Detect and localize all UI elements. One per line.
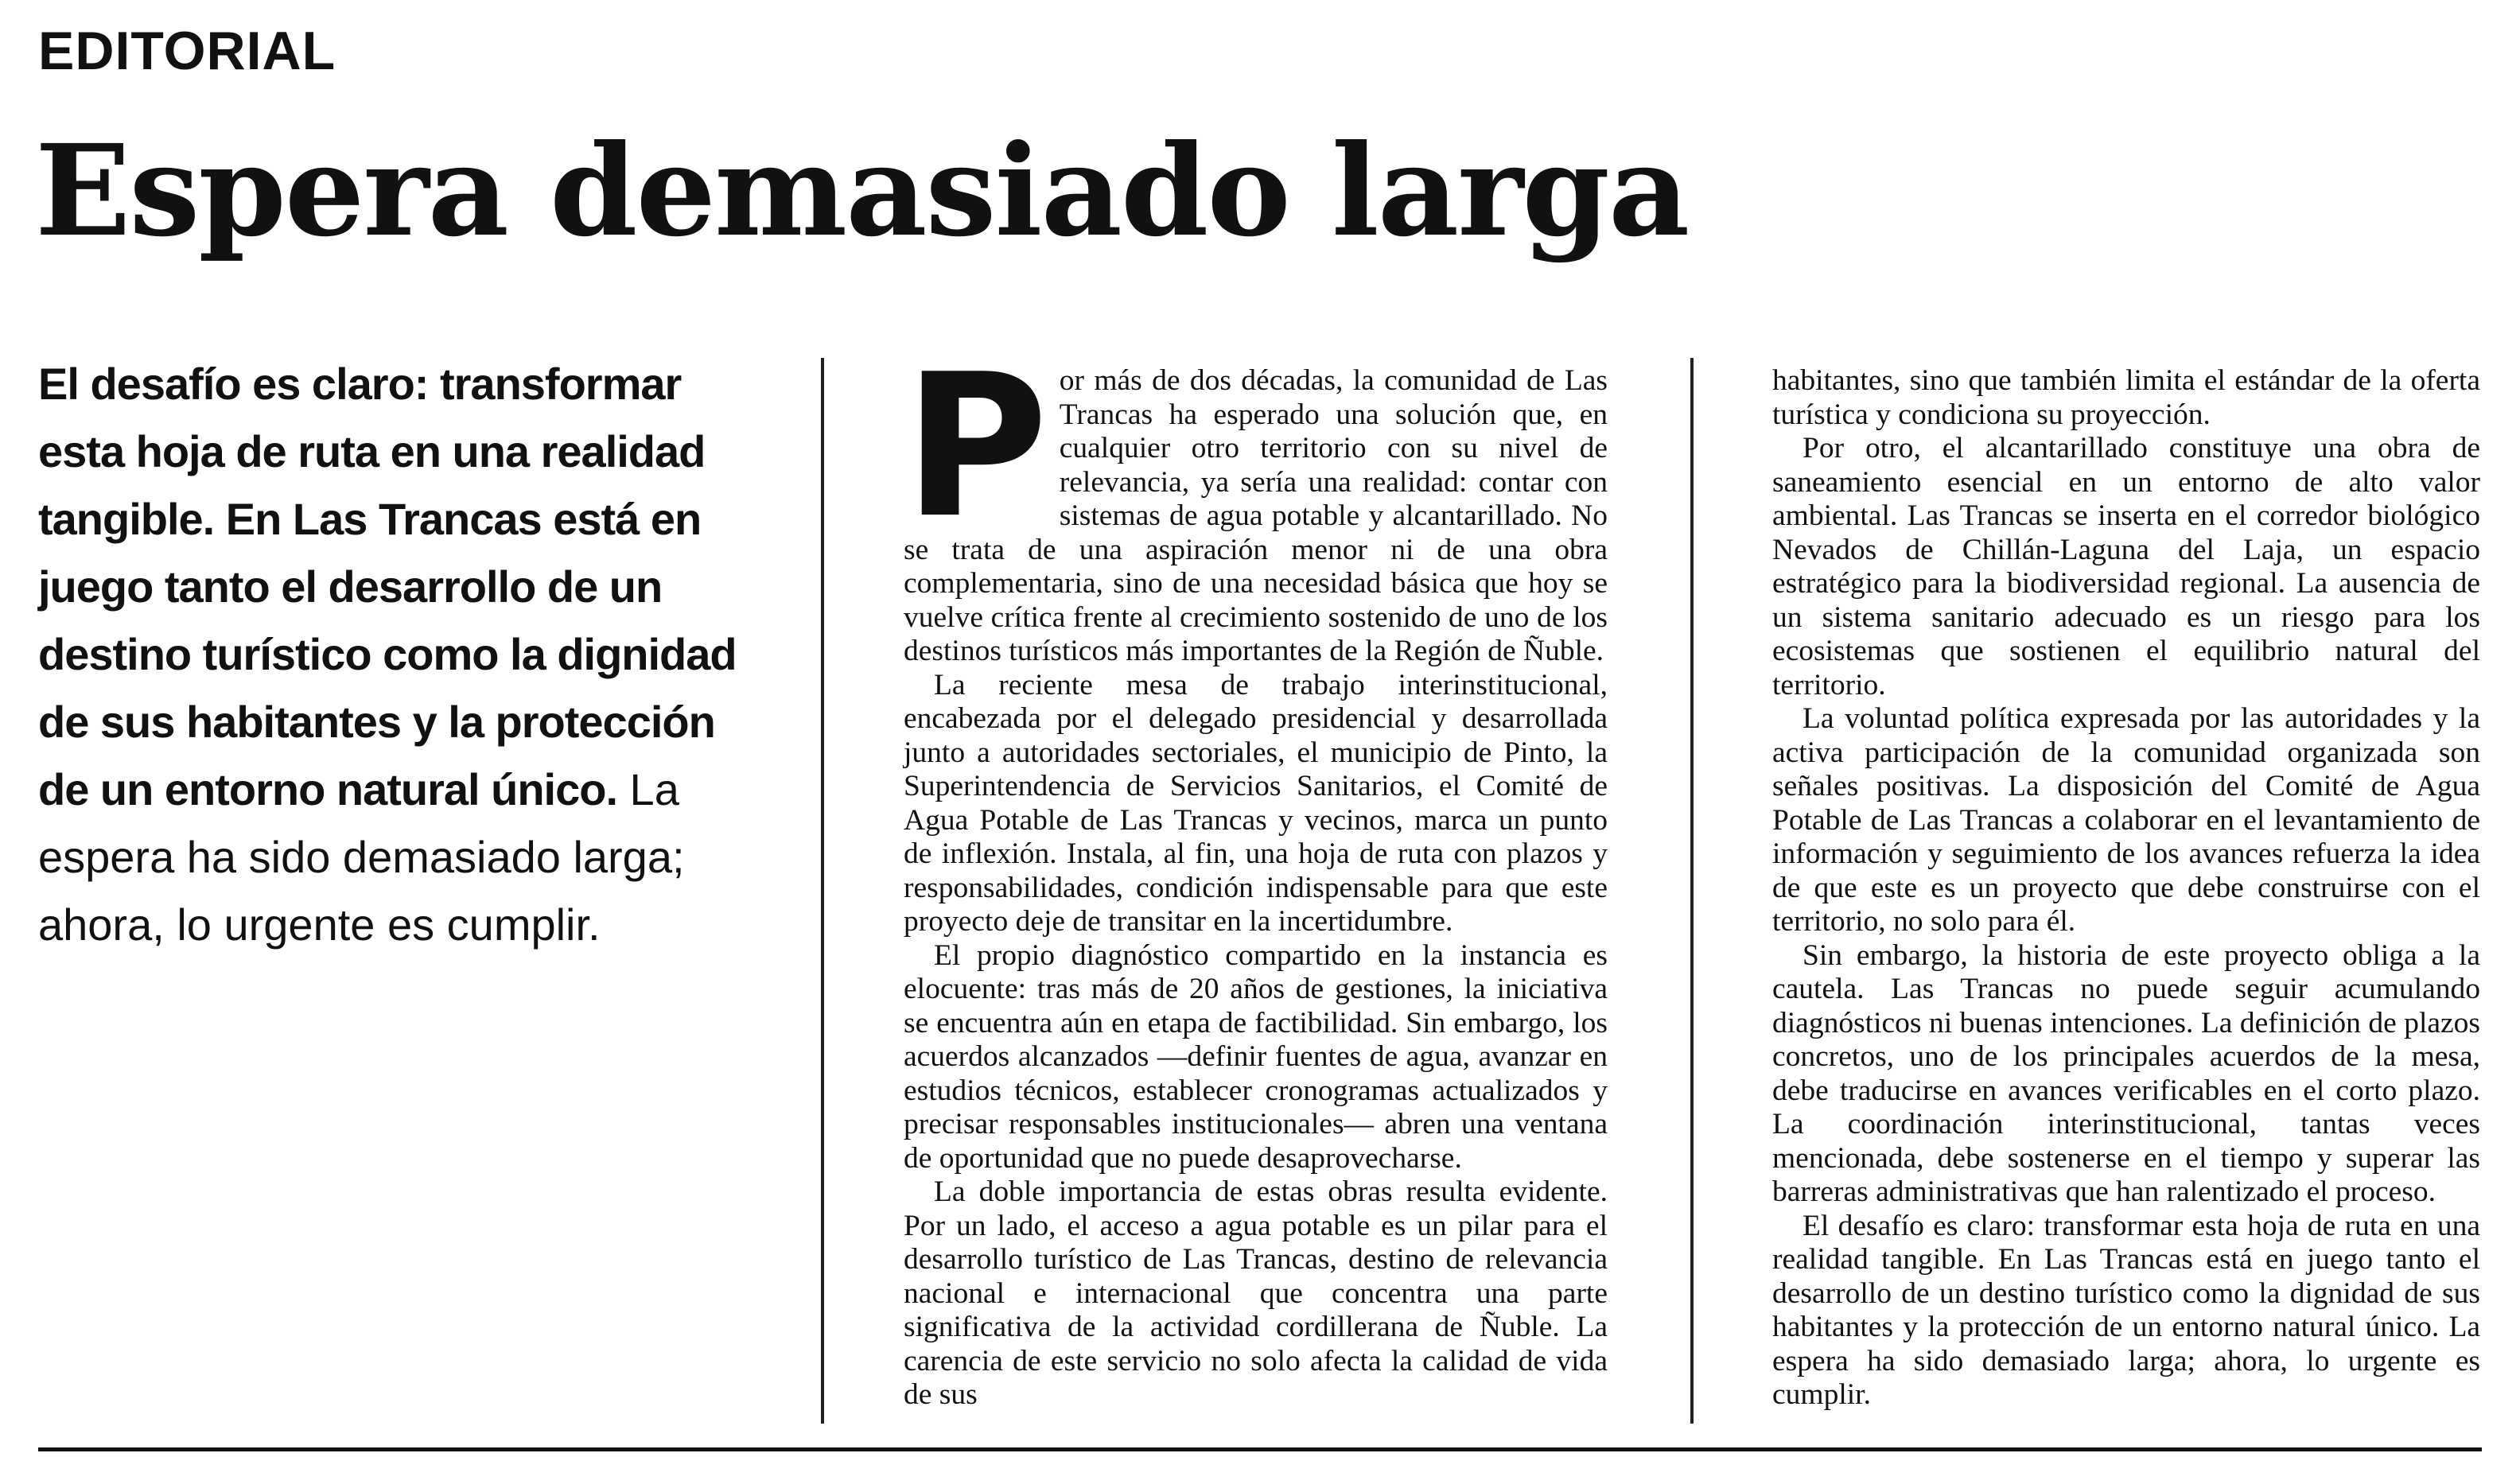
section-label: EDITORIAL — [38, 21, 336, 81]
article-column-3 — [1772, 364, 2480, 1412]
article-paragraph-3: El propio diagnóstico compartido en la instancia es elocuente: tras más de 20 años de gestiones, la iniciativa se encuentra aún en etapa de factibilidad. Sin embargo, los acuerdos alcanzados —definir fuentes de agua, avanzar en estudios técnicos, establecer cronogramas actualizados y precisar responsables institucionales— abren una ventana de oportunidad que no puede desaprovecharse. — [904, 938, 1608, 1175]
article-paragraph-5: Por otro, el alcantarillado constituye una obra de saneamiento esencial en un entorno de alto valor ambiental. Las Trancas se inserta en el corredor biológico Nevados de Chillán-Laguna del Laja, un espacio estratégico para la biodiversidad regional. La ausencia de un sistema sanitario adecuado es un riesgo para los ecosistemas que sostienen el equilibrio natural del territorio. — [1772, 432, 2480, 701]
headline: Espera demasiado larga — [35, 118, 1689, 265]
article-paragraph-1-text: or más de dos décadas, la comunidad de Las Trancas ha esperado una solución que, en cualquier otro territorio con su nivel de relevancia, ya sería una realidad: contar con sistemas de agua potable y alcantarillado. No se trata de una aspiración menor ni de una obra complementaria, sino de una necesidad básica que hoy se vuelve crítica frente al crecimiento sostenido de uno de los destinos turísticos más importantes de la Región de Ñuble. — [904, 364, 1608, 667]
drop-cap: P — [904, 332, 1048, 561]
lead-bold-text: El desafío es claro: transformar esta hoja de ruta en una realidad tangible. En Las Trancas está en juego tanto el desarrollo de un destino turístico como la dignidad de sus habitantes y la protección de un entorno natural único. — [38, 359, 737, 814]
column-rule-1 — [821, 358, 824, 1424]
article-paragraph-6: La voluntad política expresada por las autoridades y la activa participación de la comunidad organizada son señales positivas. La disposición del Comité de Agua Potable de Las Trancas a colaborar en el levantamiento de información y seguimiento de los avances refuerza la idea de que este es un proyecto que debe construirse con el territorio, no solo para él. — [1772, 702, 2480, 938]
article-paragraph-4: La doble importancia de estas obras resulta evidente. Por un lado, el acceso a agua potable es un pilar para el desarrollo turístico de Las Trancas, destino de relevancia nacional e internacional que concentra una parte significativa de la actividad cordillerana de Ñuble. La carencia de este servicio no solo afecta la calidad de vida de sus — [904, 1175, 1608, 1411]
article-paragraph-1 — [904, 332, 1608, 669]
article-column-2 — [904, 332, 1608, 1412]
article-paragraph-7: Sin embargo, la historia de este proyecto obliga a la cautela. Las Trancas no puede seguir acumulando diagnósticos ni buenas intenciones. La definición de plazos concretos, uno de los principales acuerdos de la mesa, debe traducirse en avances verificables en el corto plazo. La coordinación interinstitucional, tantas veces mencionada, debe sostenerse en el tiempo y superar las barreras administrativas que han ralentizado el proceso. — [1772, 938, 2480, 1208]
article-paragraph-2: La reciente mesa de trabajo interinstitucional, encabezada por el delegado presidencial y desarrollada junto a autoridades sectoriales, el municipio de Pinto, la Superintendencia de Servicios Sanitarios, el Comité de Agua Potable de Las Trancas y vecinos, marca un punto de inflexión. Instala, al fin, una hoja de ruta con plazos y responsabilidades, condición indispensable para que este proyecto deje de transitar en la incertidumbre. — [904, 668, 1608, 938]
article-paragraph-8: El desafío es claro: transformar esta hoja de ruta en una realidad tangible. En Las Trancas está en juego tanto el desarrollo de un destino turístico como la dignidad de sus habitantes y la protección de un entorno natural único. La espera ha sido demasiado larga; ahora, lo urgente es cumplir. — [1772, 1209, 2480, 1411]
lead-paragraph — [38, 350, 754, 958]
column-rule-2 — [1690, 358, 1694, 1424]
lead-regular-text: La espera ha sido demasiado larga; ahora, lo urgente es cumplir. — [38, 764, 685, 950]
article-paragraph-4-continued: habitantes, sino que también limita el estándar de la oferta turística y condiciona su proyección. — [1772, 364, 2480, 431]
bottom-rule — [38, 1447, 2482, 1451]
